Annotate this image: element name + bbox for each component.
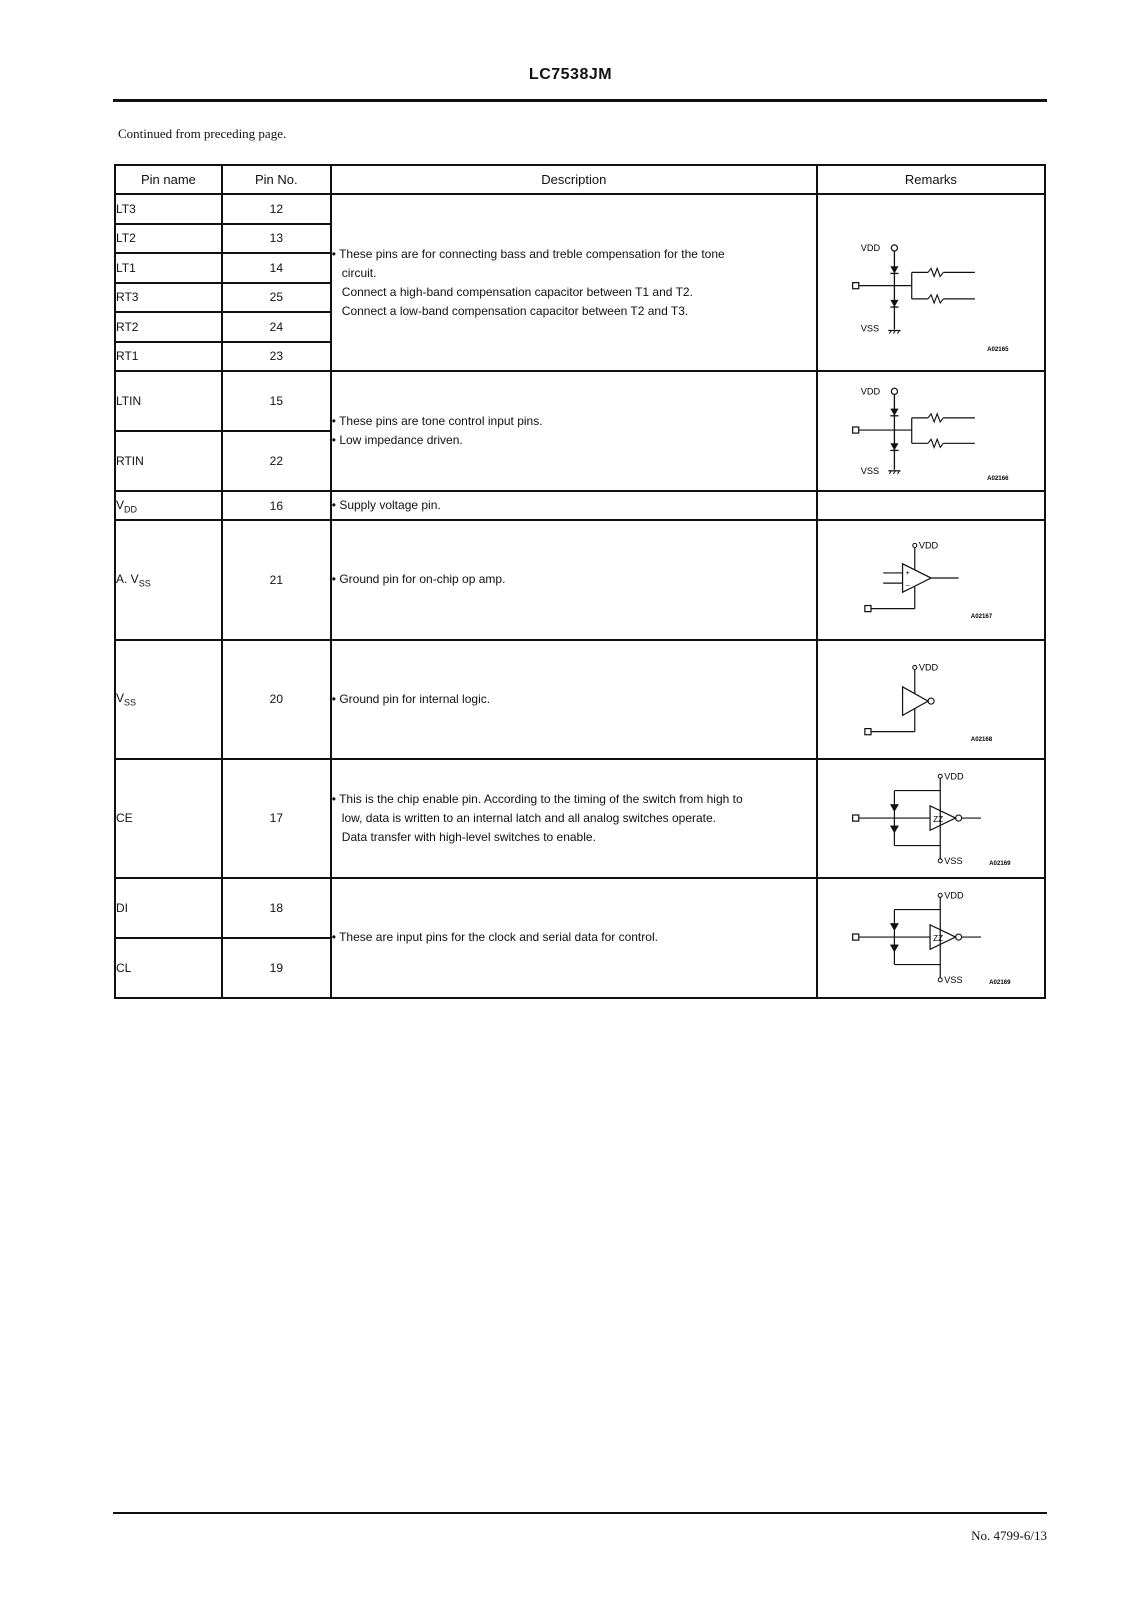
description-line: Connect a low-band compensation capacitor between T2 and T3.: [341, 303, 689, 318]
svg-text:ZZ: ZZ: [932, 933, 943, 943]
description-line: • Ground pin for internal logic.: [331, 691, 491, 706]
remark-circuit: [817, 759, 1045, 878]
table-row: [115, 371, 1045, 431]
schmitt-input-circuit-diagram: [818, 879, 1044, 997]
pin-name-subscript: DD: [124, 504, 138, 515]
pin-name: CE: [115, 759, 222, 878]
pin-name: LT1: [115, 253, 222, 283]
figure-code: A02166: [986, 475, 1009, 483]
pin-name: CL: [115, 938, 222, 998]
figure-code: A02168: [970, 735, 993, 743]
svg-text:ZZ: ZZ: [932, 814, 943, 824]
vdd-label: VDD: [860, 386, 880, 397]
description-line: • These pins are for connecting bass and treble compensation for the tone: [331, 246, 725, 261]
pin-name-main: A. V: [116, 571, 139, 586]
vdd-label: VDD: [860, 243, 880, 254]
pin-number: 20: [222, 640, 331, 759]
table-row: [115, 520, 1045, 639]
pin-number: 17: [222, 759, 331, 878]
pin-name-subscript: SS: [138, 578, 151, 589]
table-row: [115, 878, 1045, 938]
pin-name: [115, 520, 222, 639]
pin-number: 12: [222, 194, 331, 224]
column-header-pin-no: Pin No.: [222, 165, 331, 194]
vss-label: VSS: [944, 855, 963, 866]
table-row: [115, 194, 1045, 224]
pin-number: 16: [222, 491, 331, 520]
logic-ground-circuit-diagram: [818, 641, 1044, 758]
remark-circuit: [817, 878, 1045, 998]
pin-number: 23: [222, 342, 331, 372]
pin-number: 15: [222, 371, 331, 431]
page-title: LC7538JM: [528, 66, 613, 83]
pin-description: [331, 759, 817, 878]
pin-name: LTIN: [115, 371, 222, 431]
pin-description: [331, 194, 817, 371]
pin-description-table: [114, 164, 1046, 999]
pin-number: 14: [222, 253, 331, 283]
table-row: [115, 759, 1045, 878]
description-line: Data transfer with high-level switches to enable.: [341, 829, 596, 844]
pin-description: [331, 878, 817, 998]
description-line: • These pins are tone control input pins.: [331, 414, 543, 429]
pin-name: LT2: [115, 224, 222, 254]
vss-label: VSS: [860, 466, 879, 477]
pin-number: 18: [222, 878, 331, 938]
table-header-row: [115, 165, 1045, 194]
vdd-label: VDD: [944, 771, 964, 782]
figure-code: A02169: [988, 859, 1011, 867]
vdd-label: VDD: [918, 662, 939, 673]
pin-name: RT2: [115, 312, 222, 342]
pin-description: [331, 640, 817, 759]
pin-name: RTIN: [115, 431, 222, 491]
figure-code: A02169: [988, 978, 1011, 986]
remark-circuit: [817, 520, 1045, 639]
document-number: No. 4799-6/13: [971, 1528, 1047, 1543]
pin-name: [115, 491, 222, 520]
schmitt-input-circuit-diagram: [818, 760, 1044, 877]
description-line: Connect a high-band compensation capacitor between T1 and T2.: [341, 284, 693, 299]
svg-text:−: −: [905, 582, 910, 591]
opamp-circuit-diagram: [818, 521, 1044, 638]
tone-pin-circuit-diagram: [818, 195, 1044, 370]
vss-label: VSS: [860, 323, 879, 334]
pin-name: [115, 640, 222, 759]
continued-note: Continued from preceding page.: [118, 126, 287, 141]
description-line: circuit.: [341, 265, 377, 280]
pin-number: 24: [222, 312, 331, 342]
svg-text:+: +: [905, 569, 910, 578]
pin-name-main: V: [116, 497, 125, 512]
description-line: • Ground pin for on-chip op amp.: [331, 572, 506, 587]
vss-label: VSS: [944, 974, 963, 985]
header-rule: [113, 99, 1047, 102]
pin-name: LT3: [115, 194, 222, 224]
pin-name: RT3: [115, 283, 222, 313]
column-header-remarks: Remarks: [817, 165, 1045, 194]
remark-circuit: [817, 640, 1045, 759]
pin-description: [331, 371, 817, 491]
pin-number: 19: [222, 938, 331, 998]
figure-code: A02165: [986, 345, 1009, 353]
vdd-label: VDD: [944, 890, 964, 901]
pin-name: DI: [115, 878, 222, 938]
table-row: [115, 491, 1045, 520]
pin-name-main: V: [116, 690, 125, 705]
pin-description: [331, 491, 817, 520]
remark-empty: [817, 491, 1045, 520]
description-line: • Low impedance driven.: [331, 433, 463, 448]
figure-code: A02167: [970, 613, 993, 621]
tone-input-circuit-diagram: [818, 372, 1044, 490]
pin-name: RT1: [115, 342, 222, 372]
pin-description: [331, 520, 817, 639]
pin-number: 13: [222, 224, 331, 254]
description-line: low, data is written to an internal latch and all analog switches operate.: [341, 810, 717, 825]
pin-number: 25: [222, 283, 331, 313]
description-line: • These are input pins for the clock and serial data for control.: [331, 930, 658, 945]
remark-circuit: [817, 371, 1045, 491]
table-row: [115, 640, 1045, 759]
column-header-pin-name: Pin name: [115, 165, 222, 194]
description-line: • This is the chip enable pin. According to the timing of the switch from high to: [331, 791, 743, 806]
remark-circuit: [817, 194, 1045, 371]
pin-name-subscript: SS: [124, 697, 137, 708]
pin-number: 21: [222, 520, 331, 639]
vdd-label: VDD: [918, 540, 939, 551]
footer-rule: [113, 1512, 1047, 1514]
pin-number: 22: [222, 431, 331, 491]
description-line: • Supply voltage pin.: [331, 498, 441, 513]
column-header-description: Description: [331, 165, 817, 194]
